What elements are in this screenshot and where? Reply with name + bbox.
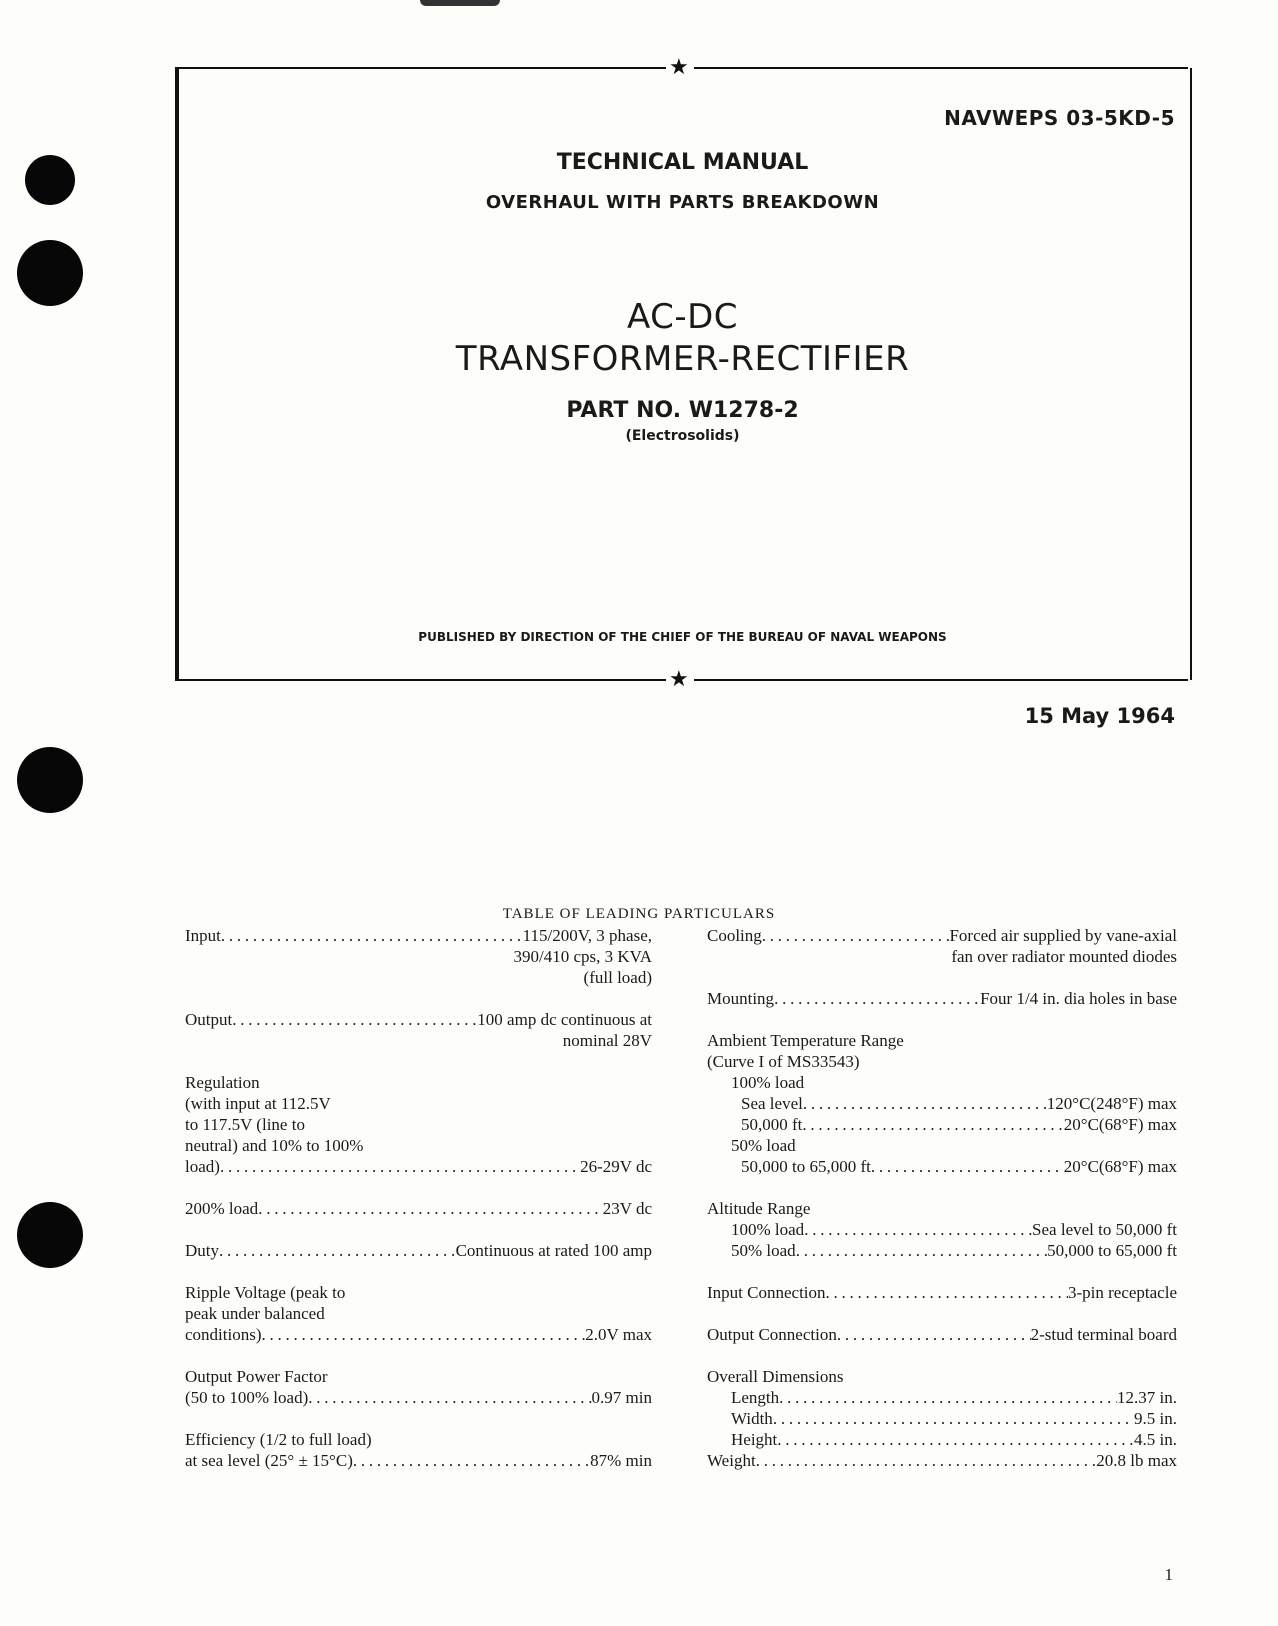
particular-value: 12.37 in.	[1117, 1388, 1177, 1407]
particular-label: Altitude Range	[707, 1199, 811, 1218]
particular-label: 200% load	[185, 1199, 259, 1218]
dot-leader	[871, 1156, 1064, 1177]
frame-bottom-right	[694, 679, 1188, 681]
publisher-statement: PUBLISHED BY DIRECTION OF THE CHIEF OF THE BUREAU OF NAVAL WEAPONS	[418, 630, 947, 644]
particular-line	[707, 1156, 1177, 1177]
particular-value: 20°C(68°F) max	[1063, 1157, 1177, 1176]
particular-label: to 117.5V (line to	[185, 1115, 305, 1134]
particular-entry	[185, 1366, 652, 1408]
particular-value: nominal 28V	[562, 1031, 652, 1050]
particular-label: 50,000 ft	[741, 1115, 803, 1134]
particular-entry	[707, 1198, 1177, 1261]
frame-top-right	[694, 67, 1188, 69]
particular-line	[185, 1366, 652, 1387]
particular-label: (50 to 100% load)	[185, 1388, 309, 1407]
particular-label: 50% load	[731, 1241, 796, 1260]
binder-hole	[17, 747, 83, 813]
particular-line	[185, 1030, 652, 1051]
particular-label: Mounting	[707, 989, 775, 1008]
particular-line	[707, 988, 1177, 1009]
star-icon: ★	[669, 55, 689, 80]
particular-label: Width	[731, 1409, 773, 1428]
dot-leader	[762, 925, 950, 946]
manual-type: TECHNICAL MANUAL	[556, 150, 809, 175]
particular-line	[185, 925, 652, 946]
particular-entry	[707, 988, 1177, 1009]
particular-label: Efficiency (1/2 to full load)	[185, 1430, 372, 1449]
particular-value: 20.8 lb max	[1096, 1451, 1177, 1470]
particular-line	[707, 1408, 1177, 1429]
dot-leader	[774, 988, 980, 1009]
particular-label: 50% load	[731, 1136, 796, 1155]
particular-line	[185, 1303, 652, 1324]
particular-line	[185, 1387, 652, 1408]
particular-entry	[185, 1009, 652, 1051]
particular-line	[185, 1429, 652, 1450]
particular-value: 2.0V max	[585, 1325, 652, 1344]
document-number: NAVWEPS 03-5KD-5	[944, 106, 1175, 130]
dot-leader	[308, 1387, 591, 1408]
particular-line	[707, 1282, 1177, 1303]
dot-leader	[219, 1240, 456, 1261]
particular-value: Sea level to 50,000 ft	[1032, 1220, 1177, 1239]
particular-entry	[707, 1030, 1177, 1177]
particulars-right-column	[707, 925, 1177, 1492]
particular-value: 0.97 min	[591, 1388, 652, 1407]
particular-value: 115/200V, 3 phase,	[522, 926, 652, 945]
particular-line	[707, 1030, 1177, 1051]
particular-label: Height	[731, 1430, 778, 1449]
particular-value: (full load)	[583, 968, 652, 987]
dot-leader	[803, 1093, 1047, 1114]
particular-label: Ripple Voltage (peak to	[185, 1283, 346, 1302]
binder-hole	[17, 240, 83, 306]
particular-label: (Curve I of MS33543)	[707, 1052, 860, 1071]
particular-label: Cooling	[707, 926, 762, 945]
particular-value: 9.5 in.	[1134, 1409, 1177, 1428]
particular-label: load)	[185, 1157, 220, 1176]
particular-value: 23V dc	[602, 1199, 652, 1218]
particular-line	[707, 1387, 1177, 1408]
particular-label: Ambient Temperature Range	[707, 1031, 904, 1050]
particular-label: Length	[731, 1388, 780, 1407]
particular-line	[185, 1450, 652, 1471]
dot-leader	[258, 1198, 603, 1219]
particular-label: Overall Dimensions	[707, 1367, 844, 1386]
particular-value: 2-stud terminal board	[1030, 1325, 1177, 1344]
particular-label: conditions)	[185, 1325, 262, 1344]
particular-entry	[707, 1366, 1177, 1471]
particular-line	[185, 1156, 652, 1177]
binder-hole	[25, 155, 75, 205]
dot-leader	[220, 1156, 580, 1177]
particular-value: 50,000 to 65,000 ft	[1047, 1241, 1177, 1260]
particular-label: Output Power Factor	[185, 1367, 328, 1386]
dot-leader	[804, 1219, 1032, 1240]
particular-value: 20°C(68°F) max	[1063, 1115, 1177, 1134]
particular-label: Output Connection	[707, 1325, 837, 1344]
particular-entry	[707, 1324, 1177, 1345]
particular-label: (with input at 112.5V	[185, 1094, 331, 1113]
particular-line	[185, 967, 652, 988]
particular-line	[707, 1240, 1177, 1261]
particular-label: Duty	[185, 1241, 219, 1260]
star-icon: ★	[669, 667, 689, 692]
particular-entry	[707, 925, 1177, 967]
particular-line	[707, 1198, 1177, 1219]
particular-value: 26-29V dc	[580, 1157, 652, 1176]
binder-hole	[17, 1202, 83, 1268]
dot-leader	[802, 1114, 1063, 1135]
title-line-2: TRANSFORMER-RECTIFIER	[455, 339, 910, 379]
particular-label: Sea level	[741, 1094, 803, 1113]
particular-entry	[185, 1240, 652, 1261]
particular-entry	[185, 1282, 652, 1345]
page-number: 1	[1164, 1565, 1173, 1584]
manufacturer: (Electrosolids)	[625, 428, 740, 444]
particular-value: 100 amp dc continuous at	[477, 1010, 652, 1029]
particular-label: neutral) and 10% to 100%	[185, 1136, 364, 1155]
dot-leader	[221, 925, 523, 946]
dot-leader	[756, 1450, 1097, 1471]
particular-label: at sea level (25° ± 15°C)	[185, 1451, 353, 1470]
dot-leader	[773, 1408, 1134, 1429]
particular-value: 120°C(248°F) max	[1046, 1094, 1177, 1113]
particular-line	[707, 1051, 1177, 1072]
particular-value: Continuous at rated 100 amp	[455, 1241, 652, 1260]
particular-label: 100% load	[731, 1073, 805, 1092]
dot-leader	[777, 1429, 1134, 1450]
part-number: PART NO. W1278-2	[566, 398, 799, 423]
title-line-1: AC-DC	[626, 297, 739, 337]
particular-line	[707, 925, 1177, 946]
particular-line	[707, 1219, 1177, 1240]
particular-label: 100% load	[731, 1220, 805, 1239]
particular-line	[707, 1429, 1177, 1450]
particulars-left-column	[185, 925, 652, 1492]
dot-leader	[779, 1387, 1117, 1408]
particular-line	[707, 1135, 1177, 1156]
particular-line	[185, 1072, 652, 1093]
particular-entry	[185, 925, 652, 988]
dot-leader	[232, 1009, 477, 1030]
dot-leader	[262, 1324, 586, 1345]
particular-line	[185, 1240, 652, 1261]
particular-line	[185, 946, 652, 967]
particular-value: 390/410 cps, 3 KVA	[513, 947, 652, 966]
particular-value: fan over radiator mounted diodes	[951, 947, 1177, 966]
publication-date: 15 May 1964	[1024, 704, 1175, 728]
particular-value: 4.5 in.	[1134, 1430, 1177, 1449]
particular-line	[707, 1093, 1177, 1114]
particular-value: 87% min	[590, 1451, 652, 1470]
particular-label: Input Connection	[707, 1283, 826, 1302]
particular-label: Regulation	[185, 1073, 260, 1092]
frame-top-left	[175, 67, 666, 69]
particular-label: Output	[185, 1010, 233, 1029]
frame-bottom-left	[175, 679, 666, 681]
particular-value: Four 1/4 in. dia holes in base	[980, 989, 1177, 1008]
particular-entry	[185, 1072, 652, 1177]
dot-leader	[796, 1240, 1047, 1261]
particular-value: 3-pin receptacle	[1067, 1283, 1177, 1302]
dot-leader	[837, 1324, 1031, 1345]
particular-line	[707, 1324, 1177, 1345]
particular-line	[707, 1072, 1177, 1093]
scan-mark	[420, 0, 500, 6]
particular-line	[185, 1009, 652, 1030]
manual-subtitle: OVERHAUL WITH PARTS BREAKDOWN	[485, 192, 880, 213]
particular-line	[707, 1114, 1177, 1135]
particular-label: Input	[185, 926, 221, 945]
particular-entry	[707, 1282, 1177, 1303]
table-title: TABLE OF LEADING PARTICULARS	[502, 906, 776, 922]
particular-value: Forced air supplied by vane-axial	[949, 926, 1177, 945]
particular-entry	[185, 1429, 652, 1471]
particular-line	[707, 946, 1177, 967]
particular-entry	[185, 1198, 652, 1219]
particular-line	[707, 1450, 1177, 1471]
particular-line	[185, 1198, 652, 1219]
dot-leader	[826, 1282, 1068, 1303]
particular-label: 50,000 to 65,000 ft	[741, 1157, 871, 1176]
particular-label: Weight	[707, 1451, 756, 1470]
particular-label: peak under balanced	[185, 1304, 325, 1323]
particular-line	[185, 1093, 652, 1114]
particular-line	[185, 1282, 652, 1303]
particular-line	[185, 1324, 652, 1345]
particular-line	[185, 1114, 652, 1135]
equipment-title	[175, 296, 1190, 380]
particular-line	[707, 1366, 1177, 1387]
dot-leader	[353, 1450, 590, 1471]
particular-line	[185, 1135, 652, 1156]
